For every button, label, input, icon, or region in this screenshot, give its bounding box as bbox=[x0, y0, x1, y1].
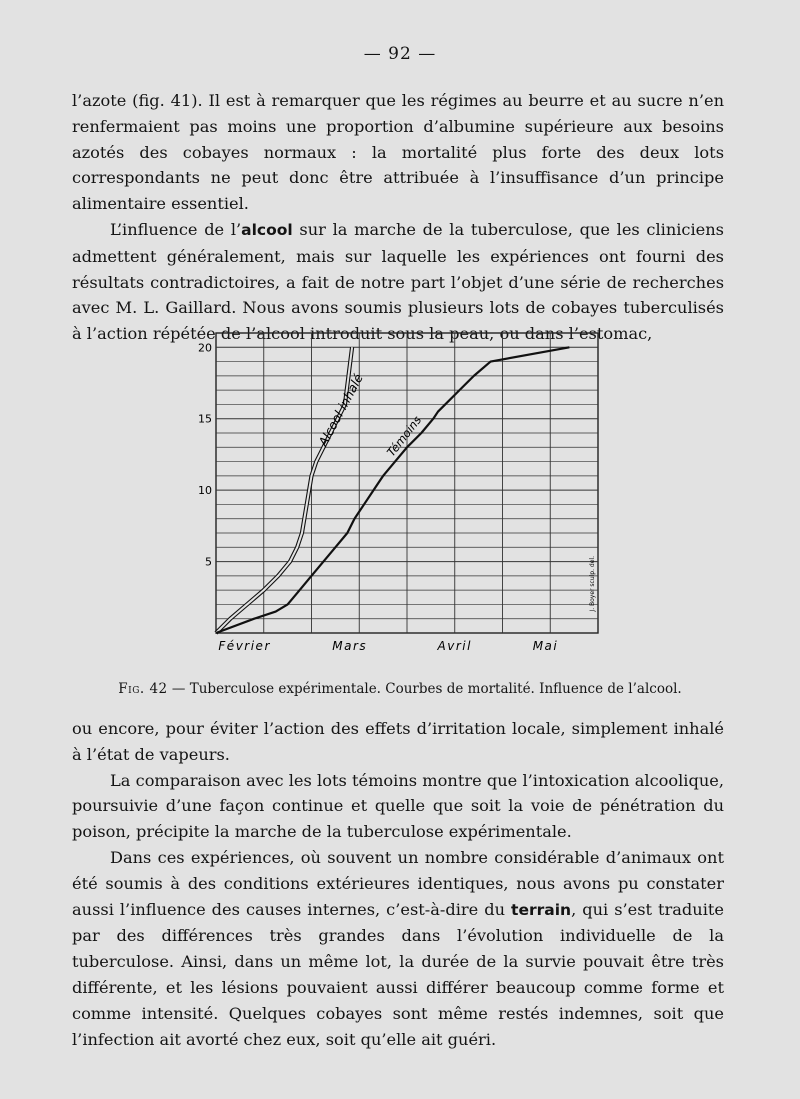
paragraph: Dans ces expériences, où souvent un nombre considérable d’animaux ont été soumis à des conditions extérieures identiques, nous avons pu constater aussi l’influence des causes internes, c’est-à-dire du terrain, qui s’est traduite par des différences très grandes dans l’évolution individuelle de la tuberculose. Ainsi, dans un même lot, la durée de la survie pouvait être très différente, et les lésions pouvaient aussi différer beaucoup comme forme et comme intensité. Quelques cobayes sont même restés indemnes, soit que l’infection ait avorté chez eux, soit qu’elle ait guéri. bbox=[72, 847, 724, 1049]
annotation-alcool: Alcool inhalé bbox=[315, 371, 366, 449]
paragraph: l’azote (fig. 41). Il est à remarquer que les régimes au beurre et au sucre n’en renfermaient pas moins une proportion d’albumine supérieure aux besoins azotés des cobayes normaux : la mortalité plus forte des deux lots correspondants ne peut donc être attribuée à l’insuffisance d’un principe alimentaire essentiel. bbox=[72, 91, 724, 214]
x-month-label: Mai bbox=[532, 639, 559, 653]
x-month-label: Février bbox=[218, 639, 271, 653]
caption-label: Fig. 42 bbox=[118, 681, 168, 697]
y-tick-label: 10 bbox=[198, 484, 212, 498]
mortality-chart bbox=[170, 325, 610, 660]
x-month-label: Avril bbox=[437, 639, 472, 653]
bold-term: alcool bbox=[241, 220, 293, 239]
paragraph: ou encore, pour éviter l’action des effets d’irritation locale, simplement inhalé à l’état de vapeurs. bbox=[72, 719, 724, 764]
text-block-bottom bbox=[72, 716, 724, 1052]
bold-term: terrain bbox=[511, 900, 572, 919]
caption-text: — Tuberculose expérimentale. Courbes de mortalité. Influence de l’alcool. bbox=[167, 681, 682, 697]
annotation-temoins: Témoins bbox=[384, 413, 425, 460]
text-block-top bbox=[72, 88, 724, 347]
x-month-label: Mars bbox=[332, 639, 368, 653]
y-tick-label: 20 bbox=[198, 341, 212, 355]
chart-grid bbox=[216, 333, 598, 633]
y-tick-label: 15 bbox=[198, 412, 212, 426]
engraver-signature: J. Boyer sculp. del. bbox=[589, 555, 596, 612]
paragraph: La comparaison avec les lots témoins montre que l’intoxication alcoolique, poursuivie d’une façon continue et quelle que soit la voie de pénétration du poison, précipite la marche de la tuberculose expérimentale. bbox=[72, 770, 724, 842]
paragraph: L’influence de l’alcool sur la marche de la tuberculose, que les cliniciens admettent généralement, mais sur laquelle les expériences ont fourni des résultats contradictoires, a fait de notre part l’objet d’une série de recherches avec M. L. Gaillard. Nous avons soumis plusieurs lots de cobayes tuberculisés à l’action répétée de l’alcool introduit sous la peau, ou dans l’estomac, bbox=[72, 219, 724, 344]
figure-caption bbox=[0, 681, 800, 697]
y-tick-label: 5 bbox=[205, 555, 212, 569]
chart-labels bbox=[198, 341, 596, 653]
page-number: — 92 — bbox=[363, 44, 437, 64]
